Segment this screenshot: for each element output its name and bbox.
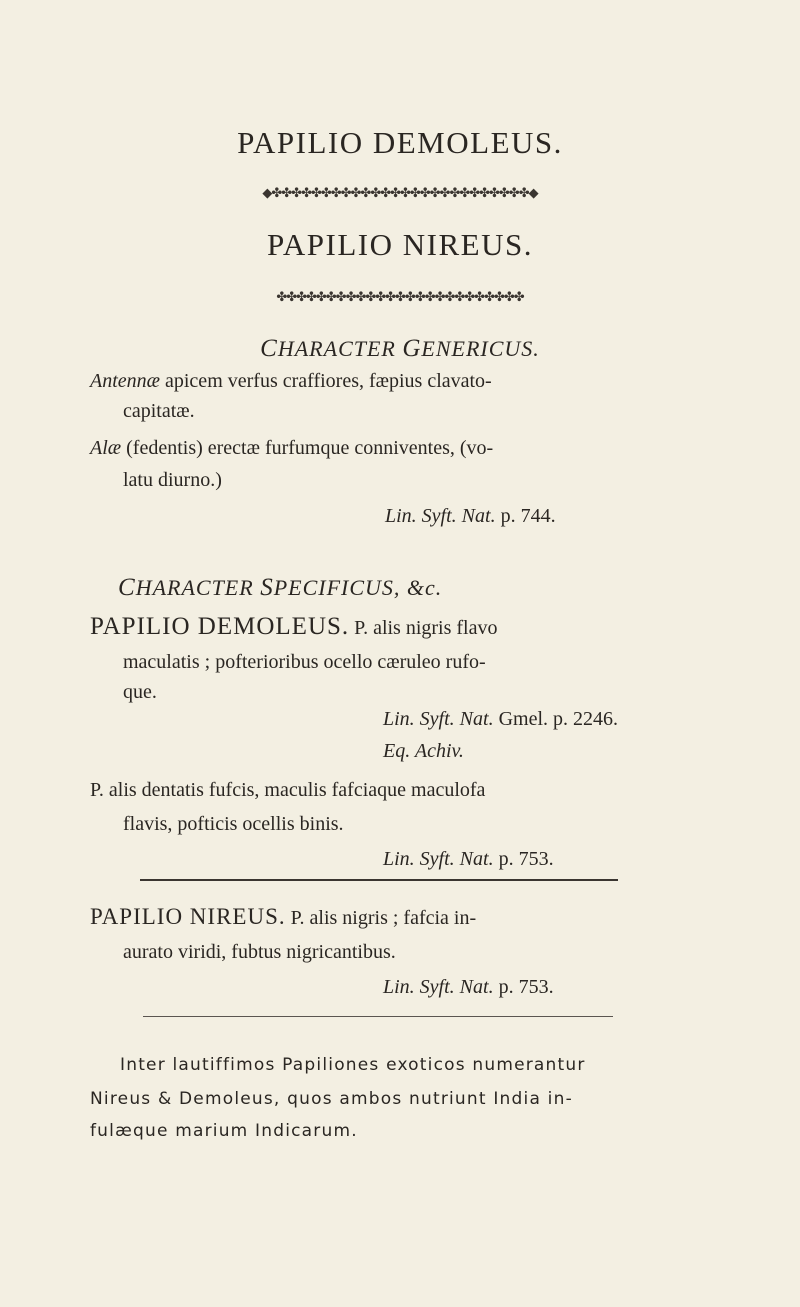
second-description-line-2: flavis, pofticis ocellis binis.	[123, 813, 344, 835]
note-line-1: Inter lautiffimos Papiliones exoticos numerantur	[120, 1055, 586, 1075]
nireus-description-line-1: PAPILIO NIREUS. P. alis nigris ; fafcia in-	[90, 904, 477, 929]
demoleus-description-line-1: PAPILIO DEMOLEUS. P. alis nigris flavo	[90, 613, 498, 640]
alae-line-1: Alæ (fedentis) erectæ furfumque conniventes, (vo-	[90, 437, 494, 459]
heading-character-genericus: CHARACTER GENERICUS.	[260, 335, 540, 362]
divider-rule-1	[140, 879, 618, 881]
reference-generic: Lin. Syft. Nat. p. 744.	[385, 505, 556, 527]
demoleus-description-line-2: maculatis ; pofterioribus ocello cæruleo rufo-	[123, 651, 486, 673]
reference-p753-a: Lin. Syft. Nat. p. 753.	[383, 848, 554, 870]
antennae-line-1: Antennæ apicem verfus craffiores, fæpius clavato-	[90, 370, 492, 392]
reference-demoleus-gmel: Lin. Syft. Nat. Gmel. p. 2246.	[383, 708, 619, 730]
ornament-rule-bottom: ✤✤✤✤✤✤✤✤✤✤✤✤✤✤✤✤✤✤✤✤✤✤✤✤✤	[276, 290, 524, 305]
divider-rule-2	[143, 1016, 613, 1017]
reference-eq-achiv: Eq. Achiv.	[383, 740, 464, 762]
demoleus-description-line-3: que.	[123, 681, 157, 703]
heading-character-specificus: CHARACTER SPECIFICUS, &c.	[118, 574, 443, 601]
reference-p753-b: Lin. Syft. Nat. p. 753.	[383, 976, 554, 998]
antennae-line-2: capitatæ.	[123, 400, 195, 422]
alae-line-2: latu diurno.)	[123, 469, 222, 491]
ornament-rule-top: ◆✤✤✤✤✤✤✤✤✤✤✤✤✤✤✤✤✤✤✤✤✤✤✤✤✤✤◆	[262, 186, 538, 201]
page-title-nireus: PAPILIO NIREUS.	[267, 227, 533, 262]
note-line-3: fulæque marium Indicarum.	[90, 1121, 358, 1141]
second-description-line-1: P. alis dentatis fufcis, maculis fafciaque maculofa	[90, 779, 486, 801]
page-title-demoleus: PAPILIO DEMOLEUS.	[237, 125, 563, 160]
note-line-2: Nireus & Demoleus, quos ambos nutriunt India in-	[90, 1089, 573, 1109]
nireus-description-line-2: aurato viridi, fubtus nigricantibus.	[123, 941, 396, 963]
